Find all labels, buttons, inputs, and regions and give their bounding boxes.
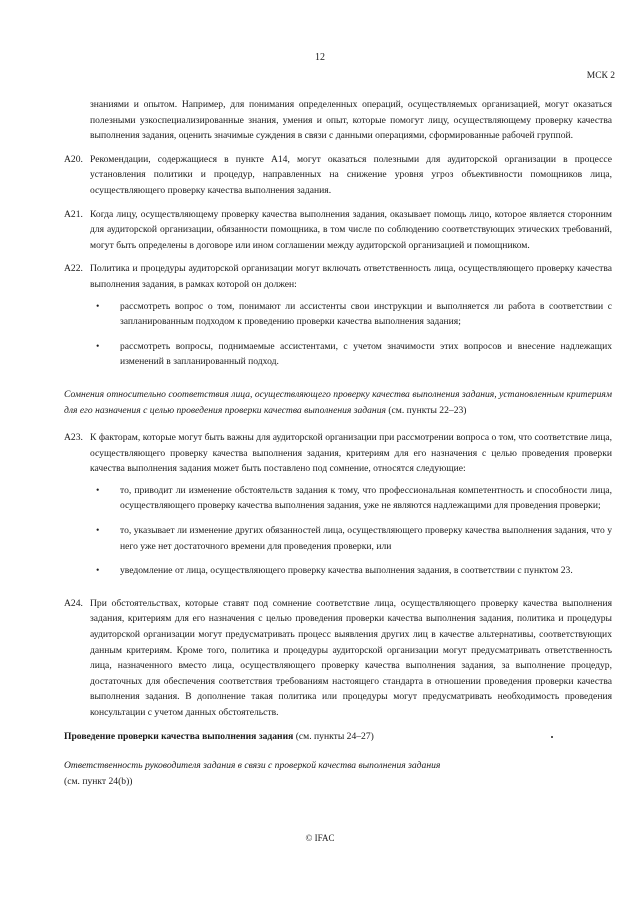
paragraph-text: Когда лицу, осуществляющему проверку качества выполнения задания, оказывает помощь лицо, которое является сторонним для аудиторской организации, обязанности помощника, в том числе по соблюдению соответствующих этических требований, могут быть определены в договоре или ином соглашении между аудиторской организацией и помощником. — [90, 208, 612, 251]
scan-speck — [551, 736, 553, 738]
bullet-list — [90, 483, 612, 579]
paragraph-a22 — [64, 261, 612, 379]
paragraph-number: A21. — [64, 208, 83, 220]
paragraph-number: A20. — [64, 153, 83, 165]
bullet-text: рассмотреть вопросы, поднимаемые ассистентами, с учетом значимости этих вопросов и внесение надлежащих изменений в запланированный подход. — [120, 340, 612, 368]
page-number: 12 — [315, 52, 325, 63]
list-item — [90, 299, 612, 330]
paragraph-a24 — [64, 596, 612, 721]
paragraph-number: A22. — [64, 263, 83, 275]
paragraph-a23 — [64, 430, 612, 588]
section-heading — [64, 729, 612, 745]
bullet-icon: • — [96, 340, 100, 352]
paragraph-a20 — [64, 152, 612, 199]
subheading-responsibility: Ответственность руководителя задания в связи с проверкой качества выполнения задания — [64, 760, 441, 772]
paragraph-a21 — [64, 207, 612, 254]
list-item — [90, 523, 612, 554]
bullet-list — [90, 299, 612, 370]
copyright-footer: © IFAC — [305, 833, 335, 843]
paragraph-text: При обстоятельствах, которые ставят под сомнение соответствие лица, осуществляющего проверку качества выполнения задания, критериям для его назначения с целью проведения проверки качества выполнения задания, политика и процедуры аудиторской организации могут предусматривать процесс выявления других лиц в качестве альтернативы, соответствующих данным критериям. Кроме того, политика и процедуры аудиторской организации могут предусматривать ответственность лица, назначенного вместо лица, осуществляющего проверку качества выполнения задания, за выполнение процедур, достаточных для обеспечения соответствия требованиям настоящего стандарта в отношении проведения проверки качества выполнения задания. В дополнение такая политика или процедуры могут предусматривать необходимость проведения консультации с учетом данных обстоятельств. — [90, 597, 612, 718]
paragraph-text: Рекомендации, содержащиеся в пункте A14, могут оказаться полезными для аудиторской организации в процессе установления политики и процедур, направленных на снижение уровня угроз объективности помощников лица, осуществляющего проверку качества выполнения задания. — [90, 153, 612, 196]
paragraph-text: К факторам, которые могут быть важны для аудиторской организации при рассмотрении вопроса о том, что соответствие лица, осуществляющего проверку качества выполнения задания, критериям для его назначения с целью проведения проверки качества выполнения задания может быть поставлено под сомнение, относятся следующие: — [90, 432, 612, 475]
paragraph-number: A23. — [64, 432, 83, 444]
subheading-reference: (см. пункт 24(b)) — [64, 775, 133, 787]
list-item — [90, 483, 612, 514]
paragraph-text: Политика и процедуры аудиторской организации могут включать ответственность лица, осуществляющего проверку качества выполнения задания, в рамках которой он должен: — [90, 263, 612, 290]
document-code: МСК 2 — [586, 71, 615, 81]
subheading-reference: (см. пункты 22–23) — [385, 404, 467, 416]
list-item — [90, 563, 612, 579]
bullet-icon: • — [96, 565, 100, 577]
bullet-icon: • — [96, 525, 100, 537]
continuation-paragraph: знаниями и опытом. Например, для понимания определенных операций, осуществляемых организацией, могут оказаться полезными узкоспециализированные знания, умения и опыт, которые помогут лицу, осуществляющему проверку качества выполнения задания, оценить значимые суждения в связи с данными операциями, сформированные рабочей группой. — [90, 99, 612, 142]
document-body — [64, 97, 612, 789]
bullet-text: рассмотреть вопрос о том, понимают ли ассистенты свои инструкции и выполняется ли работа в соответствии с запланированным подходом к проведению проверки качества выполнения задания; — [120, 300, 612, 328]
list-item — [90, 339, 612, 370]
bullet-text: то, приводит ли изменение обстоятельств задания к тому, что профессиональная компетентность и способности лица, осуществляющего проверку качества выполнения задания, уже не являются надлежащими для проведения проверки; — [120, 484, 612, 512]
bullet-icon: • — [96, 300, 100, 312]
section-heading-reference: (см. пункты 24–27) — [293, 730, 374, 742]
paragraph-number: A24. — [64, 597, 83, 609]
subheading-doubts — [64, 387, 612, 418]
bullet-icon: • — [96, 484, 100, 496]
subheading-italic: Сомнения относительно соответствия лица, осуществляющего проверку качества выполнения задания, установленным критериям для его назначения с целью проведения проверки качества выполнения задания — [64, 388, 612, 416]
section-heading-title: Проведение проверки качества выполнения задания — [64, 730, 294, 742]
bullet-text: уведомление от лица, осуществляющего проверку качества выполнения задания, в соответствии с пунктом 23. — [120, 565, 573, 577]
bullet-text: то, указывает ли изменение других обязанностей лица, осуществляющего проверку качества выполнения задания, что у него уже нет достаточного времени для проведения проверки, или — [120, 525, 612, 552]
